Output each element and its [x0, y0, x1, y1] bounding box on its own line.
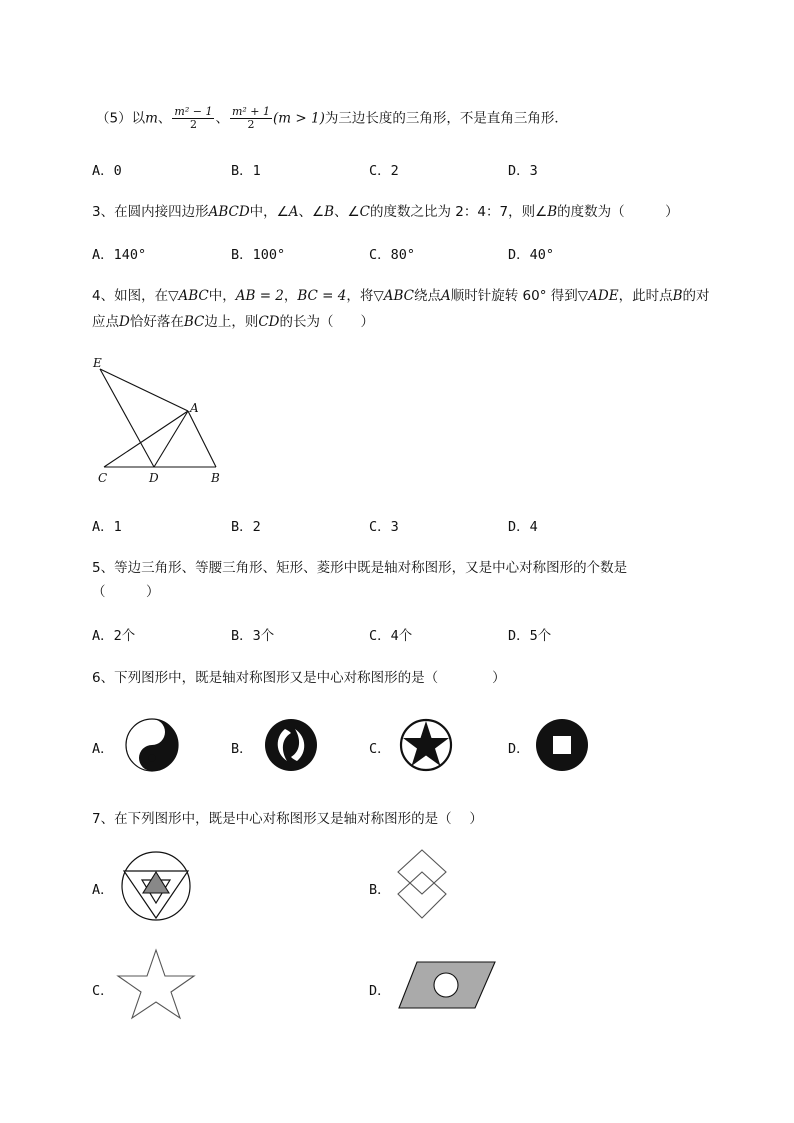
label-e: E	[93, 356, 102, 370]
q6-option-d[interactable]: D．	[508, 741, 530, 757]
q2-option-c[interactable]: C．2	[369, 163, 399, 179]
q5-statement-line2: （ ）	[92, 584, 160, 600]
yin-yang-icon	[124, 717, 180, 773]
q4-option-b[interactable]: B．2	[231, 519, 261, 535]
q3-option-b[interactable]: B．100°	[231, 247, 286, 263]
q4-geometry-figure	[90, 352, 230, 492]
label-d: D	[149, 471, 159, 485]
label-b: B	[211, 471, 220, 485]
q5-option-c[interactable]: C．4个	[369, 628, 413, 644]
q7-option-a[interactable]: A．	[92, 882, 114, 898]
segment-ad	[154, 411, 188, 467]
q7-option-d[interactable]: D．	[369, 983, 391, 999]
q4-option-d[interactable]: D．4	[508, 519, 538, 535]
q6-option-a[interactable]: A．	[92, 741, 114, 757]
q7-option-c[interactable]: C．	[92, 983, 114, 999]
q2-option-d[interactable]: D．3	[508, 163, 538, 179]
q5-option-b[interactable]: B．3个	[231, 628, 275, 644]
q3-option-d[interactable]: D．40°	[508, 247, 555, 263]
square-hole-coin-icon	[534, 717, 590, 773]
q5-option-a[interactable]: A．2个	[92, 628, 136, 644]
fraction-1: $\frac{\text{m² − 1}}{2}$	[174, 105, 213, 131]
swirl-emblem-icon	[263, 717, 319, 773]
q2-option-a[interactable]: A．0	[92, 163, 122, 179]
star-in-circle-icon	[398, 717, 454, 773]
q6-option-c[interactable]: C．	[369, 741, 391, 757]
segment-ea	[100, 369, 188, 411]
label-c: C	[98, 471, 108, 485]
q3-option-c[interactable]: C．80°	[369, 247, 416, 263]
label-a: A	[190, 401, 199, 415]
q5-option-d[interactable]: D．5个	[508, 628, 552, 644]
fraction-2: $\frac{\text{m² + 1}}{2}$	[231, 105, 271, 131]
q4-statement-line2: 应点D恰好落在BC边上，则CD的长为（ ）	[92, 314, 374, 330]
q6-statement: 6、下列图形中，既是轴对称图形又是中心对称图形的是（ ）	[92, 670, 506, 686]
q7-statement: 7、在下列图形中，既是中心对称图形又是轴对称图形的是（ ）	[92, 811, 483, 827]
q4-option-c[interactable]: C．3	[369, 519, 399, 535]
segment-ca	[104, 411, 188, 467]
overlapping-diamonds-icon	[394, 848, 450, 924]
parallelogram-with-circle-icon	[397, 960, 497, 1010]
triangle-in-circle-icon	[120, 850, 192, 922]
q4-statement-line1: 4、如图，在▽ABC中，AB = 2，BC = 4，将▽ABC绕点A顺时针旋转 60° 得到▽ADE，此时点B的对	[92, 288, 710, 304]
q4-option-a[interactable]: A．1	[92, 519, 122, 535]
segment-ab	[188, 411, 216, 467]
q2-part5-statement: （5）以m、 $\frac{\text{m² − 1}}{2}$ 、 $\frac{\text{m² + 1}}{2}$ (m > 1)为三边长度的三角形，不是直角三角形．	[96, 105, 568, 131]
q3-statement: 3、在圆内接四边形ABCD中，∠A、∠B、∠C的度数之比为 2：4：7，则∠B的度数为（ ）	[92, 204, 679, 220]
q6-option-b[interactable]: B．	[231, 741, 253, 757]
q2-option-b[interactable]: B．1	[231, 163, 261, 179]
q5-statement-line1: 5、等边三角形、等腰三角形、矩形、菱形中既是轴对称图形，又是中心对称图形的个数是	[92, 560, 628, 576]
q3-option-a[interactable]: A．140°	[92, 247, 147, 263]
five-point-star-icon	[116, 948, 196, 1020]
q7-option-b[interactable]: B．	[369, 882, 391, 898]
